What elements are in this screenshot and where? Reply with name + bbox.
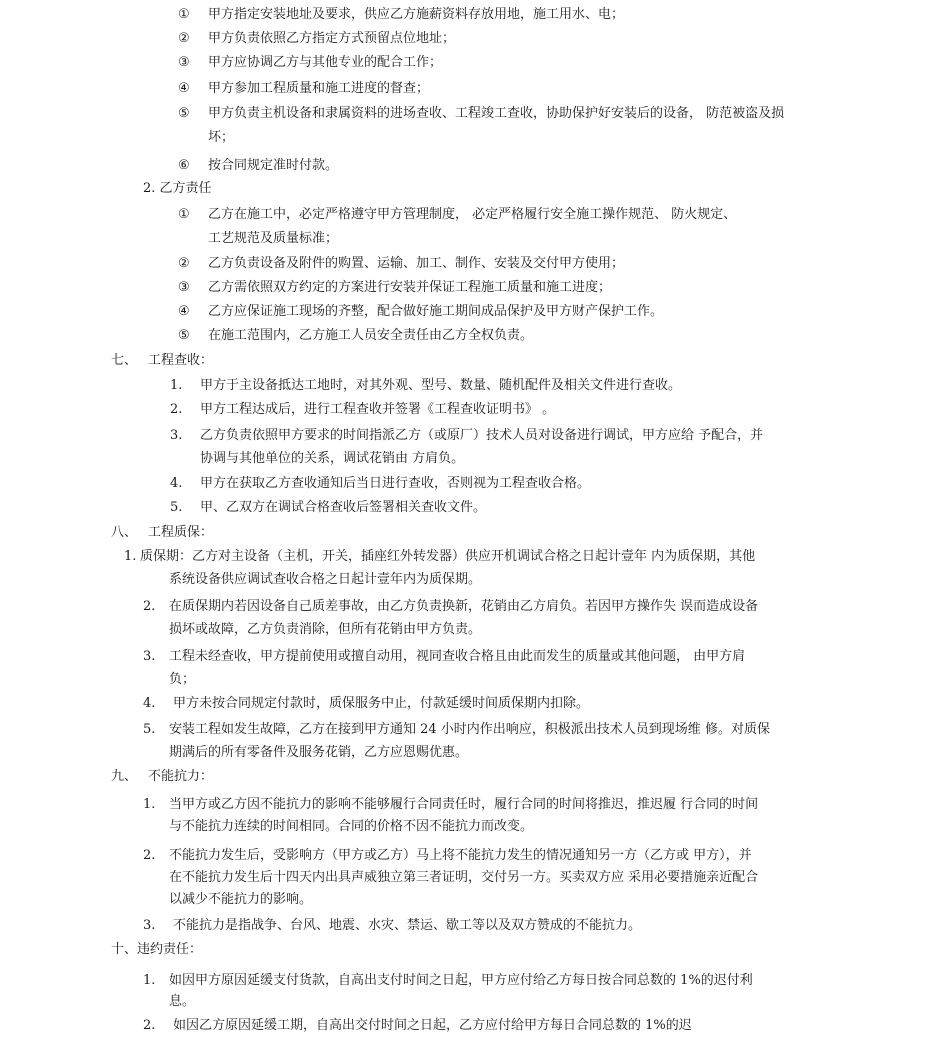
section-title: 不能抗力：	[148, 769, 214, 784]
list-item-text: 按合同规定准时付款。	[208, 158, 339, 173]
list-item-text: 坏；	[208, 130, 235, 145]
list-marker: 1.	[124, 549, 137, 564]
list-item-text: 在不能抗力发生后十四天内出具声威独立第三者证明，交付另一方。买卖双方应 采用必要措施亲近配合	[169, 870, 759, 885]
list-marker: ④	[178, 81, 190, 96]
list-item-text: 乙方负责依照甲方要求的时间指派乙方（或原厂）技术人员对设备进行调试，甲方应给 予配合，并	[200, 428, 764, 443]
list-item-text: 乙方需依照双方约定的方案进行安装并保证工程施工质量和施工进度；	[208, 280, 612, 295]
list-item-text: 甲方工程达成后，进行工程查收并签署《工程查收证明书》 。	[200, 402, 556, 417]
list-item-text: 如因乙方原因延缓工期，自高出交付时间之日起，乙方应付给甲方每日合同总数的 1%的迟	[173, 1018, 692, 1033]
list-marker: ⑤	[178, 328, 190, 343]
list-item-text: 不能抗力发生后，受影响方（甲方或乙方）马上将不能抗力发生的情况通知另一方（乙方或 甲方），并	[169, 848, 752, 863]
list-marker: ②	[178, 31, 190, 46]
list-marker: 5.	[143, 722, 156, 737]
section-number: 七、	[111, 353, 138, 368]
list-item-text: 工程未经查收，甲方提前使用或擅自动用，视同查收合格且由此而发生的质量或其他问题， 由甲方肩	[169, 649, 746, 664]
section-number: 八、	[111, 525, 138, 540]
list-marker: 1.	[143, 973, 156, 988]
list-item-text: 工艺规范及质量标准；	[208, 231, 339, 246]
list-item-text: 甲方应协调乙方与其他专业的配合工作；	[208, 55, 443, 70]
list-item-text: 甲方未按合同规定付款时，质保服务中止，付款延缓时间质保期内扣除。	[173, 696, 590, 711]
list-marker: 3.	[143, 649, 156, 664]
list-marker: 2.	[170, 402, 183, 417]
subsection-heading: 2. 乙方责任	[143, 181, 212, 196]
list-marker: 2.	[143, 1018, 156, 1033]
section-heading: 十、违约责任：	[111, 942, 203, 957]
list-item-text: 乙方在施工中，必定严格遵守甲方管理制度， 必定严格履行安全施工操作规范、 防火规定、	[208, 207, 737, 222]
list-item-text: 甲方在获取乙方查收通知后当日进行查收，否则视为工程查收合格。	[200, 476, 591, 491]
list-item-text: 不能抗力是指战争、台风、地震、水灾、禁运、歇工等以及双方赞成的不能抗力。	[173, 918, 642, 933]
section-number: 九、	[111, 769, 138, 784]
list-marker: ①	[178, 207, 190, 222]
list-marker: ⑤	[178, 106, 190, 121]
list-marker: ③	[178, 55, 190, 70]
list-item-text: 乙方应保证施工现场的齐整，配合做好施工期间成品保护及甲方财产保护工作。	[208, 304, 664, 319]
list-item-text: 甲、乙双方在调试合格查收后签署相关查收文件。	[200, 500, 487, 515]
list-item-text: 在质保期内若因设备自己质差事故，由乙方负责换新，花销由乙方肩负。若因甲方操作失 误而造成设备	[169, 599, 759, 614]
list-item-text: 甲方指定安装地址及要求，供应乙方施薪资料存放用地，施工用水、电；	[208, 7, 625, 22]
list-marker: ②	[178, 256, 190, 271]
list-item-text: 息。	[169, 994, 196, 1009]
list-marker: ③	[178, 280, 190, 295]
list-item-text: 乙方负责设备及附件的购置、运输、加工、制作、安装及交付甲方使用；	[208, 256, 625, 271]
list-item-text: 协调与其他单位的关系，调试花销由 方肩负。	[200, 451, 465, 466]
list-item-text: 甲方参加工程质量和施工进度的督查；	[208, 81, 430, 96]
list-marker: 1.	[143, 797, 156, 812]
list-item-text: 甲方负责主机设备和隶属资料的进场查收、工程竣工查收，协助保护好安装后的设备， 防范被盗及损	[208, 106, 785, 121]
list-marker: 3.	[143, 918, 156, 933]
list-item-text: 期满后的所有零备件及服务花销，乙方应恩赐优惠。	[169, 745, 469, 760]
list-item-text: 甲方于主设备抵达工地时，对其外观、型号、数量、随机配件及相关文件进行查收。	[200, 378, 682, 393]
section-title: 工程质保：	[148, 525, 214, 540]
list-item-text: 负；	[169, 672, 196, 687]
list-marker: 5.	[170, 500, 183, 515]
list-marker: 2.	[143, 599, 156, 614]
section-title: 工程查收：	[148, 353, 214, 368]
list-item-text: 在施工范围内，乙方施工人员安全责任由乙方全权负责。	[208, 328, 534, 343]
list-marker: 1.	[170, 378, 183, 393]
list-item-text: 质保期：乙方对主设备（主机，开关，插座红外转发器）供应开机调试合格之日起计壹年 内为质保期，其他	[140, 549, 756, 564]
list-marker: 4.	[143, 696, 156, 711]
list-marker: ①	[178, 7, 190, 22]
list-marker: 2.	[143, 848, 156, 863]
list-item-text: 甲方负责依照乙方指定方式预留点位地址；	[208, 31, 456, 46]
list-marker: ⑥	[178, 158, 190, 173]
list-item-text: 与不能抗力连续的时间相同。合同的价格不因不能抗力而改变。	[169, 819, 534, 834]
list-item-text: 以减少不能抗力的影响。	[169, 892, 313, 907]
list-marker: ④	[178, 304, 190, 319]
list-marker: 3.	[170, 428, 183, 443]
list-item-text: 如因甲方原因延缓支付货款，自高出支付时间之日起，甲方应付给乙方每日按合同总数的 1%的迟付利	[169, 973, 753, 988]
list-item-text: 系统设备供应调试查收合格之日起计壹年内为质保期。	[169, 572, 482, 587]
list-marker: 4.	[170, 476, 183, 491]
list-item-text: 安装工程如发生故障，乙方在接到甲方通知 24 小时内作出响应，积极派出技术人员到现场维 修。对质保	[169, 722, 770, 737]
list-item-text: 损坏或故障，乙方负责消除，但所有花销由甲方负责。	[169, 622, 482, 637]
list-item-text: 当甲方或乙方因不能抗力的影响不能够履行合同责任时，履行合同的时间将推迟，推迟履 行合同的时间	[169, 797, 759, 812]
